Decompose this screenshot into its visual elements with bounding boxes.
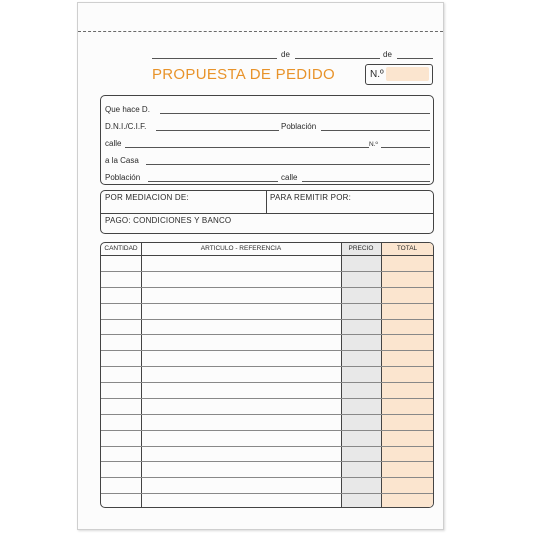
pago-label: PAGO: CONDICIONES Y BANCO [105,216,232,225]
header-cantidad: CANTIDAD [104,245,138,252]
items-table [100,242,434,508]
shipping-divider [266,191,267,213]
de-label-2: de [383,50,392,59]
casa-label: a la Casa [105,156,139,165]
poblacion-label-2: Población [105,173,141,182]
table-row[interactable] [101,398,433,399]
table-row[interactable] [101,382,433,383]
numero-label: N.º [369,141,378,148]
table-row[interactable] [101,414,433,415]
order-number-label: N.º [370,69,384,80]
table-row[interactable] [101,255,433,256]
payment-divider [101,213,433,214]
que-hace-line[interactable] [160,113,430,114]
table-row[interactable] [101,334,433,335]
mediacion-label: POR MEDIACION DE: [105,193,189,202]
customer-section [100,95,434,185]
casa-line[interactable] [146,164,430,165]
order-form-sheet [77,2,444,530]
table-row[interactable] [101,461,433,462]
year-line [397,58,433,59]
table-row[interactable] [101,319,433,320]
calle-label-1: calle [105,139,122,148]
table-row[interactable] [101,303,433,304]
header-articulo: ARTICULO - REFERENCIA [200,245,282,252]
total-column-fill [381,243,433,507]
calle-label-2: calle [281,173,298,182]
order-number-box[interactable] [365,64,433,85]
de-label-1: de [281,50,290,59]
dni-line[interactable] [156,130,279,131]
col-separator-2 [341,243,342,507]
table-row[interactable] [101,350,433,351]
que-hace-label: Que hace D. [105,105,150,114]
poblacion-line-2[interactable] [148,181,278,182]
header-total: TOTAL [396,245,418,252]
calle-line-2[interactable] [302,181,430,182]
calle-line-1[interactable] [125,147,369,148]
table-row[interactable] [101,287,433,288]
table-row[interactable] [101,477,433,478]
place-line [152,58,277,59]
month-line [295,58,380,59]
table-row[interactable] [101,446,433,447]
numero-line[interactable] [381,147,430,148]
poblacion-label-1: Población [281,122,317,131]
shipping-section [100,190,434,234]
header-precio: PRECIO [348,245,374,252]
order-number-fill [386,67,429,81]
precio-column-fill [341,243,381,507]
remitir-label: PARA REMITIR POR: [270,193,352,202]
perforation-line [78,31,443,32]
dni-label: D.N.I./C.I.F. [105,122,147,131]
form-title: PROPUESTA DE PEDIDO [152,66,335,83]
col-separator-1 [141,243,142,507]
col-separator-3 [381,243,382,507]
table-row[interactable] [101,366,433,367]
table-row[interactable] [101,271,433,272]
poblacion-line-1[interactable] [321,130,430,131]
table-row[interactable] [101,493,433,494]
table-row[interactable] [101,430,433,431]
